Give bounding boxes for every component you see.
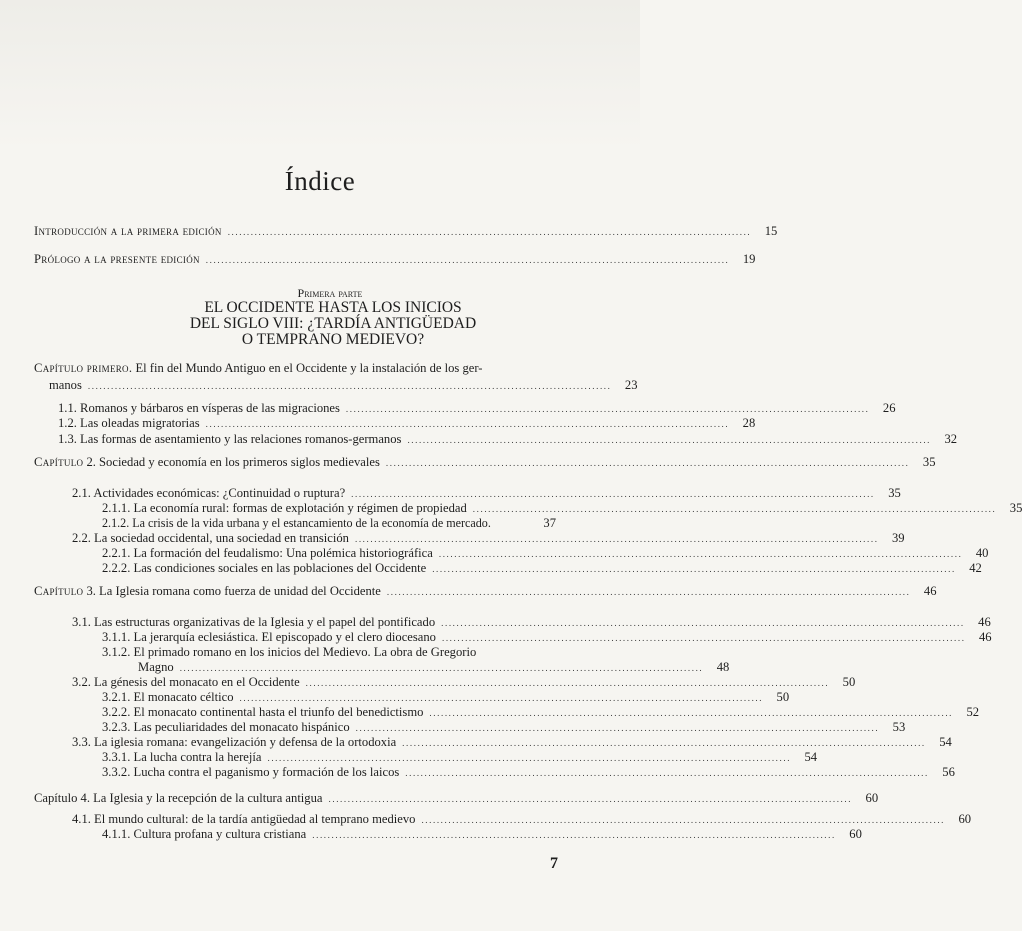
section-label: La génesis del monacato en el Occidente xyxy=(94,675,300,689)
toc-page: 26 xyxy=(882,401,896,415)
section-number: 4.1.1. xyxy=(102,827,131,841)
toc-label: Prólogo a la presente edición xyxy=(34,252,200,266)
toc-page: 35 xyxy=(922,455,936,469)
toc-page: 40 xyxy=(975,546,989,560)
toc-entry-2-2-2 xyxy=(102,561,982,577)
bleed-through xyxy=(0,0,640,150)
toc-page: 60 xyxy=(865,791,879,805)
toc-entry-2-2-1 xyxy=(102,546,989,562)
part-title-line: O TEMPRANO MEDIEVO? xyxy=(241,331,425,348)
toc-entry-3-1-1 xyxy=(102,630,992,646)
toc-page: 60 xyxy=(958,812,972,826)
toc-page: 28 xyxy=(742,416,756,430)
toc-entry-4-1 xyxy=(72,812,972,828)
leader-dots: ........................................................................................................................................ xyxy=(87,381,612,391)
section-label-cont: Magno xyxy=(138,660,174,674)
section-number: 3.1.2. xyxy=(102,645,131,659)
leader-dots: ........................................................................................................................................ xyxy=(441,618,965,628)
section-number: 2.2. xyxy=(72,531,91,545)
toc-entry-4-1-1 xyxy=(102,827,862,843)
section-number: 3.2.1. xyxy=(102,690,131,704)
part-title xyxy=(0,300,666,348)
leader-dots: ........................................................................................................................................ xyxy=(421,815,946,825)
section-label: Cultura profana y cultura cristiana xyxy=(133,827,307,841)
leader-dots: ........................................................................................................................................ xyxy=(438,549,963,559)
leader-dots: ........................................................................................................................................ xyxy=(441,633,966,643)
section-number: 3.1. xyxy=(72,615,91,629)
chapter-title: Capítulo 4. La Iglesia y la recepción de la cultura antigua xyxy=(34,791,323,805)
toc-page: 50 xyxy=(776,690,790,704)
leader-dots: ........................................................................................................................................ xyxy=(429,708,954,718)
toc-page: 46 xyxy=(978,630,992,644)
section-number: 2.2.1. xyxy=(102,546,131,560)
section-number: 1.2. xyxy=(58,416,77,430)
toc-page: 46 xyxy=(923,584,937,598)
section-number: 1.1. xyxy=(58,401,77,415)
section-label: El mundo cultural: de la tardía antigüedad al temprano medievo xyxy=(94,812,416,826)
section-number: 3.3.2. xyxy=(102,765,131,779)
toc-page: 39 xyxy=(891,531,905,545)
leader-dots: ........................................................................................................................................ xyxy=(402,738,926,748)
toc-page: 48 xyxy=(716,660,730,674)
toc-page: 35 xyxy=(888,486,901,500)
section-label: La crisis de la vida urbana y el estancamiento de la economía de mercado. xyxy=(132,516,491,530)
toc-entry-3-1-2-cont xyxy=(138,660,730,676)
leader-dots: ........................................................................................................................................ xyxy=(407,435,932,445)
section-number: 3.2. xyxy=(72,675,91,689)
section-label: El primado romano en los inicios del Medievo. La obra de Gregorio xyxy=(133,645,477,659)
section-number: 4.1. xyxy=(72,812,91,826)
chapter-prefix: Capítulo primero. xyxy=(34,361,133,375)
section-label: La formación del feudalismo: Una polémica historiográfica xyxy=(133,546,433,560)
section-label: Lucha contra el paganismo y formación de los laicos xyxy=(133,765,400,779)
toc-label: Introducción a la primera edición xyxy=(34,224,222,238)
toc-page: 19 xyxy=(742,252,756,266)
chapter-2-heading xyxy=(34,455,936,471)
toc-page: 56 xyxy=(942,765,955,779)
toc-page: 54 xyxy=(939,735,952,749)
section-number: 1.3. xyxy=(58,432,77,446)
toc-entry-3-2-1 xyxy=(102,690,790,706)
toc-page: 60 xyxy=(849,827,862,841)
chapter-1-heading xyxy=(34,361,483,376)
toc-entry-introduccion xyxy=(34,224,778,240)
toc-entry-3-2-3 xyxy=(102,720,906,736)
toc-entry-1-3 xyxy=(58,432,958,448)
toc-page: 23 xyxy=(624,378,638,392)
toc-entry-2-1-1 xyxy=(102,501,1022,517)
part-label: Primera parte xyxy=(297,286,363,300)
section-label: La jerarquía eclesiástica. El episcopado y el clero diocesano xyxy=(133,630,436,644)
chapter-3-heading xyxy=(34,584,937,600)
section-number: 2.1.2. xyxy=(102,516,130,530)
toc-page: 53 xyxy=(892,720,906,734)
toc-page: 37 xyxy=(543,516,556,530)
section-label: Las formas de asentamiento y las relaciones romanos-germanos xyxy=(80,432,402,446)
leader-dots: ........................................................................................................................................ xyxy=(328,794,853,804)
section-label: La iglesia romana: evangelización y defensa de la ortodoxia xyxy=(94,735,397,749)
section-number: 2.1.1. xyxy=(102,501,131,515)
section-label: Las estructuras organizativas de la Iglesia y el papel del pontificado xyxy=(94,615,436,629)
chapter-title-cont: manos xyxy=(49,378,82,392)
toc-entry-1-1 xyxy=(58,401,896,417)
section-number: 2.1. xyxy=(72,486,91,500)
leader-dots: ........................................................................................................................................ xyxy=(405,768,929,778)
toc-entry-1-2 xyxy=(58,416,756,432)
section-label: Las condiciones sociales en las poblaciones del Occidente xyxy=(133,561,427,575)
section-number: 3.3.1. xyxy=(102,750,131,764)
section-label: La sociedad occidental, una sociedad en transición xyxy=(94,531,349,545)
toc-entry-3-1-2 xyxy=(102,645,476,660)
section-number: 3.2.2. xyxy=(102,705,131,719)
toc-page: 50 xyxy=(842,675,856,689)
toc-entry-3-3 xyxy=(72,735,952,751)
toc-page: 15 xyxy=(764,224,778,238)
chapter-prefix: Capítulo xyxy=(34,584,84,598)
leader-dots: ........................................................................................................................................ xyxy=(205,419,730,429)
leader-dots: ........................................................................................................................................ xyxy=(267,753,792,763)
section-label: La lucha contra la herejía xyxy=(133,750,262,764)
section-label: Actividades económicas: ¿Continuidad o ruptura? xyxy=(93,486,346,500)
leader-dots: ........................................................................................................................................ xyxy=(472,504,997,514)
toc-entry-3-2-2 xyxy=(102,705,980,721)
leader-dots: ........................................................................................................................................ xyxy=(351,489,875,499)
leader-dots: ........................................................................................................................................ xyxy=(312,830,836,840)
toc-entry-3-2 xyxy=(72,675,856,691)
leader-dots: ........................................................................................................................................ xyxy=(386,587,911,597)
section-number: 3.1.1. xyxy=(102,630,131,644)
chapter-1-heading-cont xyxy=(49,378,638,394)
leader-dots: ........................................................................................................................................ xyxy=(227,227,752,237)
chapter-4-heading xyxy=(34,791,879,807)
part-title-line: DEL SIGLO VIII: ¿TARDÍA ANTIGÜEDAD xyxy=(189,315,477,332)
toc-page: 42 xyxy=(969,561,982,575)
section-label: Romanos y bárbaros en vísperas de las migraciones xyxy=(80,401,340,415)
leader-dots: ........................................................................................................................................ xyxy=(385,458,910,468)
section-label: El monacato céltico xyxy=(133,690,234,704)
section-number: 2.2.2. xyxy=(102,561,131,575)
leader-dots: ........................................................................................................................................ xyxy=(354,534,879,544)
section-number: 3.3. xyxy=(72,735,91,749)
toc-entry-3-1 xyxy=(72,615,991,631)
toc-page: 52 xyxy=(966,705,980,719)
section-label: La economía rural: formas de explotación y régimen de propiedad xyxy=(133,501,467,515)
part-title-line: EL OCCIDENTE HASTA LOS INICIOS xyxy=(204,299,462,316)
section-label: El monacato continental hasta el triunfo del benedictismo xyxy=(133,705,424,719)
leader-dots: ........................................................................................................................................ xyxy=(305,678,830,688)
chapter-title: 3. La Iglesia romana como fuerza de unidad del Occidente xyxy=(86,584,381,598)
page-number: 7 xyxy=(550,855,558,872)
toc-entry-2-1-2 xyxy=(102,516,556,531)
chapter-title: 2. Sociedad y economía en los primeros siglos medievales xyxy=(86,455,380,469)
toc-page: 46 xyxy=(978,615,991,629)
section-label: Las peculiaridades del monacato hispánico xyxy=(133,720,350,734)
toc-page: 54 xyxy=(804,750,818,764)
toc-entry-2-2 xyxy=(72,531,905,547)
chapter-title: El fin del Mundo Antiguo en el Occidente y la instalación de los ger- xyxy=(135,361,483,375)
toc-entry-3-3-1 xyxy=(102,750,818,766)
toc-entry-2-1 xyxy=(72,486,901,502)
leader-dots: ........................................................................................................................................ xyxy=(345,404,870,414)
leader-dots: ........................................................................................................................................ xyxy=(179,663,704,673)
leader-dots: ........................................................................................................................................ xyxy=(432,564,956,574)
leader-dots: ........................................................................................................................................ xyxy=(239,693,764,703)
leader-dots: ........................................................................................................................................ xyxy=(355,723,880,733)
chapter-prefix: Capítulo xyxy=(34,455,84,469)
toc-page: 32 xyxy=(944,432,958,446)
section-number: 3.2.3. xyxy=(102,720,131,734)
toc-entry-prologo xyxy=(34,252,756,268)
leader-dots: ........................................................................................................................................ xyxy=(205,255,730,265)
index-title: Índice xyxy=(284,166,356,196)
toc-entry-3-3-2 xyxy=(102,765,955,781)
section-label: Las oleadas migratorias xyxy=(80,416,200,430)
toc-page: 35 xyxy=(1009,501,1022,515)
